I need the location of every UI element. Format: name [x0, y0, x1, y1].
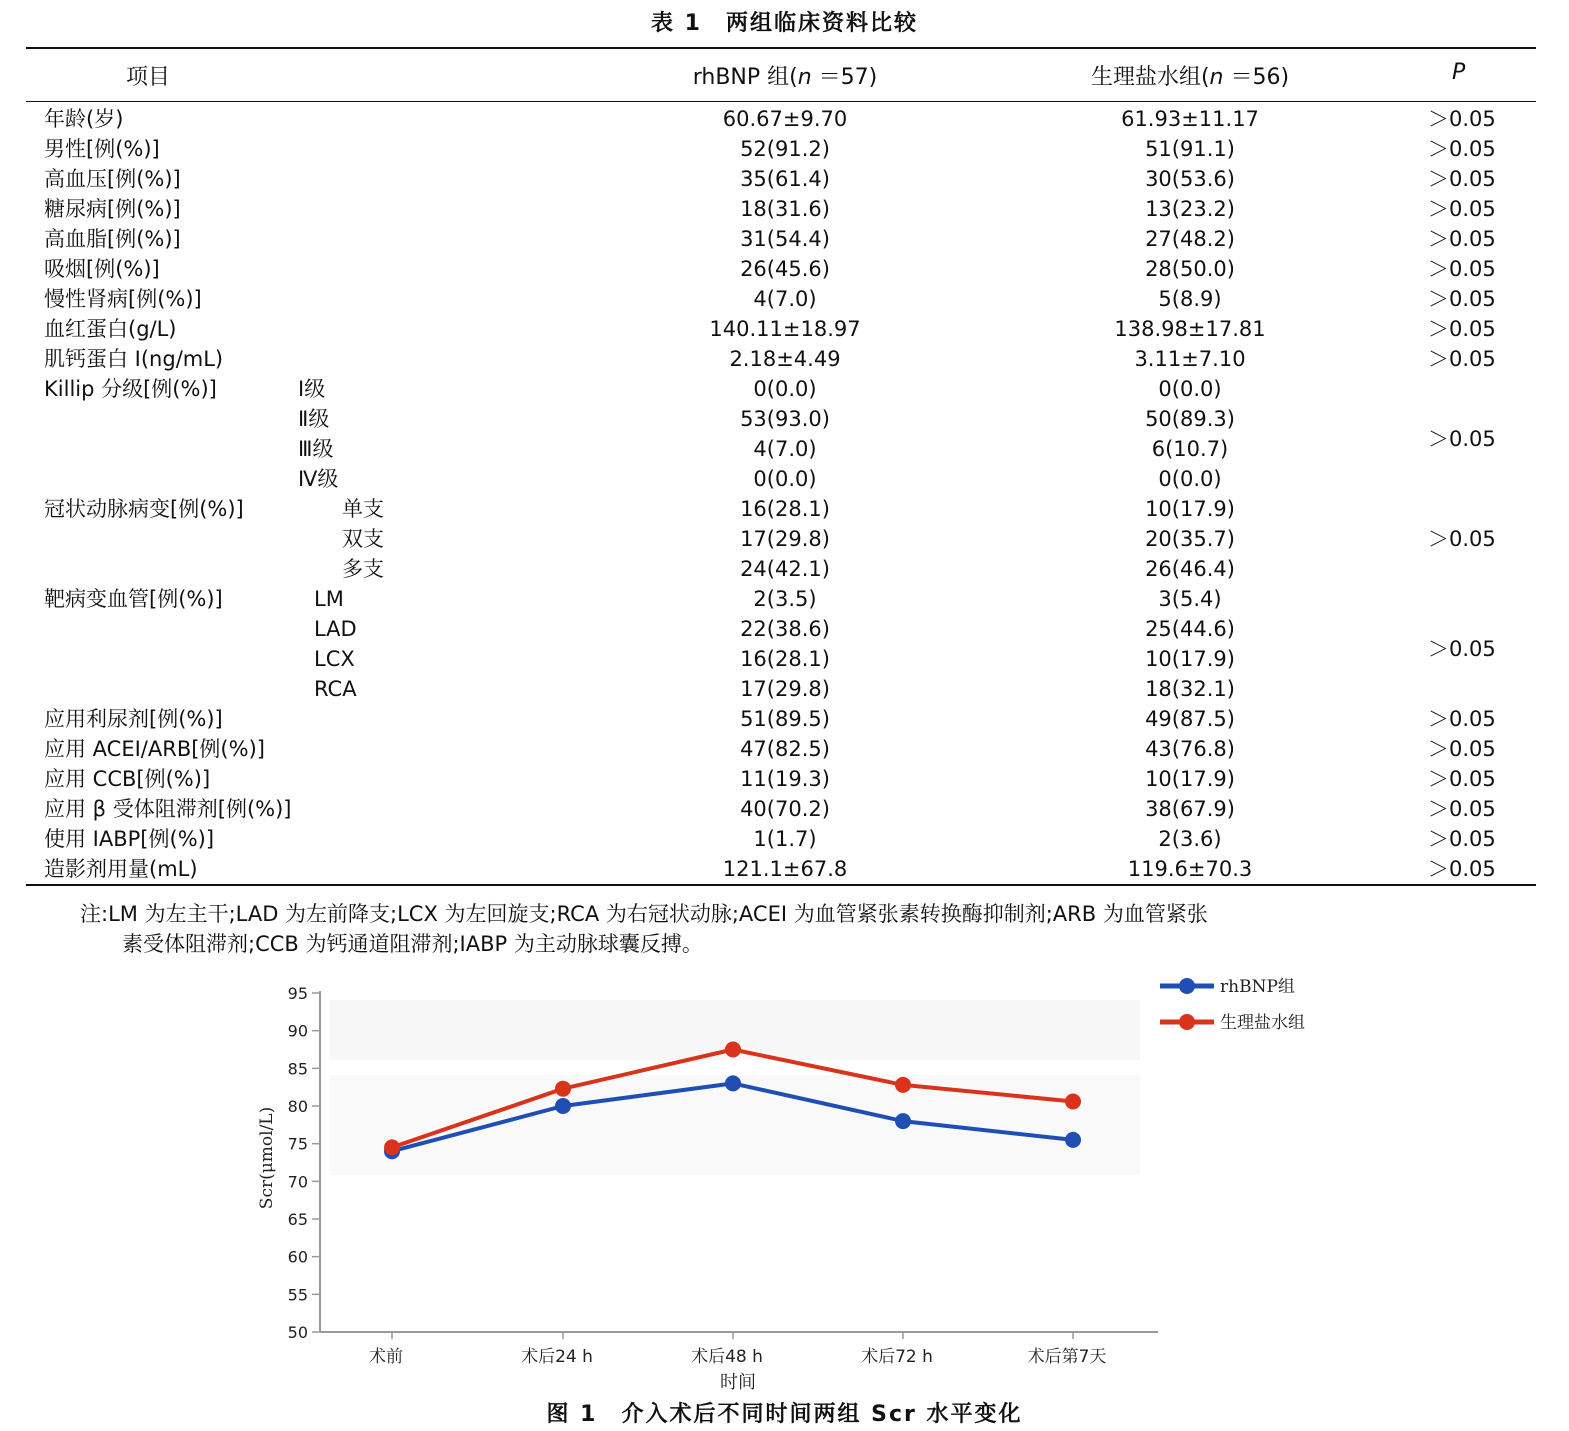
row-sublabel: 单支: [342, 497, 384, 521]
row-label: 慢性肾病[例(%)]: [44, 287, 202, 311]
y-tick-label: 60: [287, 1247, 308, 1267]
rhbnp-value: 0(0.0): [753, 467, 817, 491]
y-tick-label: 70: [287, 1172, 308, 1192]
row-label: 应用 β 受体阻滞剂[例(%)]: [44, 797, 292, 821]
rhbnp-value: 0(0.0): [753, 377, 817, 401]
x-axis-title: 时间: [720, 1372, 756, 1393]
row-label: 血红蛋白(g/L): [44, 317, 177, 341]
rhbnp-value: 31(54.4): [740, 227, 830, 251]
row-sublabel: Ⅲ级: [298, 437, 334, 461]
rhbnp-value: 26(45.6): [740, 257, 830, 281]
p-value: ＞0.05: [1428, 257, 1496, 281]
header-item: 项目: [126, 65, 171, 90]
row-label: 吸烟[例(%)]: [44, 257, 160, 281]
row-label: 应用 ACEI/ARB[例(%)]: [44, 737, 265, 761]
p-value: ＞0.05: [1428, 347, 1496, 371]
saline-value: 25(44.6): [1145, 617, 1235, 641]
row-sublabel: Ⅱ级: [298, 407, 330, 431]
row-label: 应用 CCB[例(%)]: [44, 767, 211, 791]
row-label: 糖尿病[例(%)]: [44, 197, 181, 221]
p-value: ＞0.05: [1428, 137, 1496, 161]
row-sublabel: LCX: [314, 647, 355, 671]
rhbnp-value: 22(38.6): [740, 617, 830, 641]
rhbnp-value: 2(3.5): [753, 587, 817, 611]
legend-label-1: 生理盐水组: [1220, 1013, 1305, 1033]
p-value: ＞0.05: [1428, 227, 1496, 251]
saline-value: 20(35.7): [1145, 527, 1235, 551]
table-note-line2: 素受体阻滞剂;CCB 为钙通道阻滞剂;IABP 为主动脉球囊反搏。: [122, 932, 703, 956]
saline-value: 3.11±7.10: [1134, 347, 1246, 371]
row-label: 造影剂用量(mL): [44, 857, 198, 881]
x-tick-label: 术后第7天: [1027, 1347, 1107, 1367]
saline-value: 5(8.9): [1158, 287, 1222, 311]
y-tick-label: 80: [287, 1097, 308, 1116]
saline-value: 3(5.4): [1158, 587, 1222, 611]
data-point-0-3: [895, 1113, 911, 1129]
p-value: ＞0.05: [1428, 827, 1496, 851]
p-value: ＞0.05: [1428, 197, 1496, 221]
row-sublabel: Ⅳ级: [298, 467, 339, 491]
rhbnp-value: 35(61.4): [740, 167, 830, 191]
p-value-killip: ＞0.05: [1428, 427, 1496, 451]
saline-value: 6(10.7): [1151, 437, 1229, 461]
rhbnp-value: 47(82.5): [740, 737, 830, 761]
rhbnp-value: 121.1±67.8: [722, 857, 848, 881]
p-value: ＞0.05: [1428, 317, 1496, 341]
saline-value: 119.6±70.3: [1127, 857, 1253, 881]
row-sublabel: Ⅰ级: [298, 377, 326, 401]
saline-value: 43(76.8): [1145, 737, 1235, 761]
p-value: ＞0.05: [1428, 707, 1496, 731]
data-point-1-4: [1065, 1094, 1081, 1110]
y-tick-label: 95: [287, 984, 308, 1003]
saline-value: 27(48.2): [1145, 227, 1235, 251]
rhbnp-value: 16(28.1): [740, 497, 830, 521]
saline-value: 10(17.9): [1145, 497, 1235, 521]
rhbnp-value: 4(7.0): [753, 287, 817, 311]
y-tick-label: 75: [287, 1134, 308, 1154]
saline-value: 10(17.9): [1145, 647, 1235, 671]
y-axis-title: Scr(μmol/L): [257, 1106, 277, 1210]
rhbnp-value: 52(91.2): [740, 137, 830, 161]
row-label: 年龄(岁): [44, 107, 124, 131]
rhbnp-value: 17(29.8): [740, 677, 830, 701]
rhbnp-value: 11(19.3): [740, 767, 830, 791]
data-point-1-2: [725, 1042, 741, 1058]
x-tick-label: 术后24 h: [521, 1347, 593, 1367]
y-tick-label: 90: [287, 1021, 308, 1041]
rhbnp-value: 17(29.8): [740, 527, 830, 551]
table-title: 表 1 两组临床资料比较: [651, 11, 918, 36]
rhbnp-value: 140.11±18.97: [709, 317, 861, 341]
saline-value: 30(53.6): [1145, 167, 1235, 191]
row-label: 靶病变血管[例(%)]: [44, 587, 223, 611]
saline-value: 138.98±17.81: [1114, 317, 1266, 341]
row-sublabel: LAD: [314, 617, 357, 641]
data-point-0-1: [555, 1098, 571, 1114]
y-tick-label: 55: [287, 1285, 308, 1305]
legend-label-0: rhBNP组: [1220, 977, 1295, 997]
rhbnp-value: 40(70.2): [740, 797, 830, 821]
data-point-1-0: [384, 1139, 400, 1155]
saline-value: 13(23.2): [1145, 197, 1235, 221]
row-label: 高血压[例(%)]: [44, 167, 181, 191]
p-value: ＞0.05: [1428, 107, 1496, 131]
p-value: ＞0.05: [1428, 287, 1496, 311]
saline-value: 28(50.0): [1145, 257, 1235, 281]
table-note-line1: 注:LM 为左主干;LAD 为左前降支;LCX 为左回旋支;RCA 为右冠状动脉;ACEI 为血管紧张素转换酶抑制剂;ARB 为血管紧张: [80, 902, 1208, 926]
data-point-1-1: [555, 1081, 571, 1097]
row-label: Killip 分级[例(%)]: [44, 377, 217, 401]
header-saline-group: 生理盐水组(n ＝56): [1090, 65, 1290, 90]
row-label: 肌钙蛋白 I(ng/mL): [44, 347, 224, 371]
row-sublabel: LM: [314, 587, 344, 611]
rhbnp-value: 60.67±9.70: [722, 107, 848, 131]
legend-swatch-marker-0: [1179, 978, 1195, 994]
header-rhbnp-group: rhBNP 组(n ＝57): [692, 65, 878, 90]
saline-value: 51(91.1): [1145, 137, 1235, 161]
p-value: ＞0.05: [1428, 167, 1496, 191]
p-value-coronary: ＞0.05: [1428, 527, 1496, 551]
row-label: 高血脂[例(%)]: [44, 227, 181, 251]
data-point-0-4: [1065, 1132, 1081, 1148]
row-label: 男性[例(%)]: [44, 137, 160, 161]
saline-value: 0(0.0): [1158, 377, 1222, 401]
rhbnp-value: 18(31.6): [740, 197, 830, 221]
p-value: ＞0.05: [1428, 797, 1496, 821]
rhbnp-value: 4(7.0): [753, 437, 817, 461]
row-label: 使用 IABP[例(%)]: [44, 827, 215, 851]
p-value: ＞0.05: [1428, 857, 1496, 881]
rhbnp-value: 53(93.0): [740, 407, 830, 431]
rhbnp-value: 1(1.7): [753, 827, 817, 851]
saline-value: 2(3.6): [1158, 827, 1222, 851]
rhbnp-value: 51(89.5): [740, 707, 830, 731]
x-tick-label: 术后48 h: [691, 1347, 763, 1367]
x-tick-label: 术前: [369, 1347, 403, 1367]
row-sublabel: 多支: [342, 557, 384, 581]
row-label: 应用利尿剂[例(%)]: [44, 707, 223, 731]
data-point-1-3: [895, 1077, 911, 1093]
x-tick-label: 术后72 h: [861, 1347, 933, 1367]
data-point-0-2: [725, 1075, 741, 1091]
figure-caption: 图 1 介入术后不同时间两组 Scr 水平变化: [546, 1402, 1023, 1427]
legend-swatch-marker-1: [1179, 1014, 1195, 1030]
header-p: P: [1452, 60, 1466, 85]
rhbnp-value: 16(28.1): [740, 647, 830, 671]
y-tick-label: 65: [287, 1210, 308, 1229]
saline-value: 38(67.9): [1145, 797, 1235, 821]
rhbnp-value: 24(42.1): [740, 557, 830, 581]
p-value: ＞0.05: [1428, 737, 1496, 761]
row-sublabel: 双支: [342, 527, 384, 551]
saline-value: 18(32.1): [1145, 677, 1235, 701]
saline-value: 49(87.5): [1145, 707, 1235, 731]
saline-value: 10(17.9): [1145, 767, 1235, 791]
saline-value: 61.93±11.17: [1121, 107, 1259, 131]
saline-value: 50(89.3): [1145, 407, 1235, 431]
saline-value: 0(0.0): [1158, 467, 1222, 491]
p-value-vessel: ＞0.05: [1428, 637, 1496, 661]
row-label: 冠状动脉病变[例(%)]: [44, 497, 244, 521]
row-sublabel: RCA: [314, 677, 357, 701]
y-tick-label: 50: [287, 1323, 308, 1342]
y-tick-label: 85: [287, 1059, 308, 1079]
p-value: ＞0.05: [1428, 767, 1496, 791]
rhbnp-value: 2.18±4.49: [729, 347, 841, 371]
saline-value: 26(46.4): [1145, 557, 1235, 581]
